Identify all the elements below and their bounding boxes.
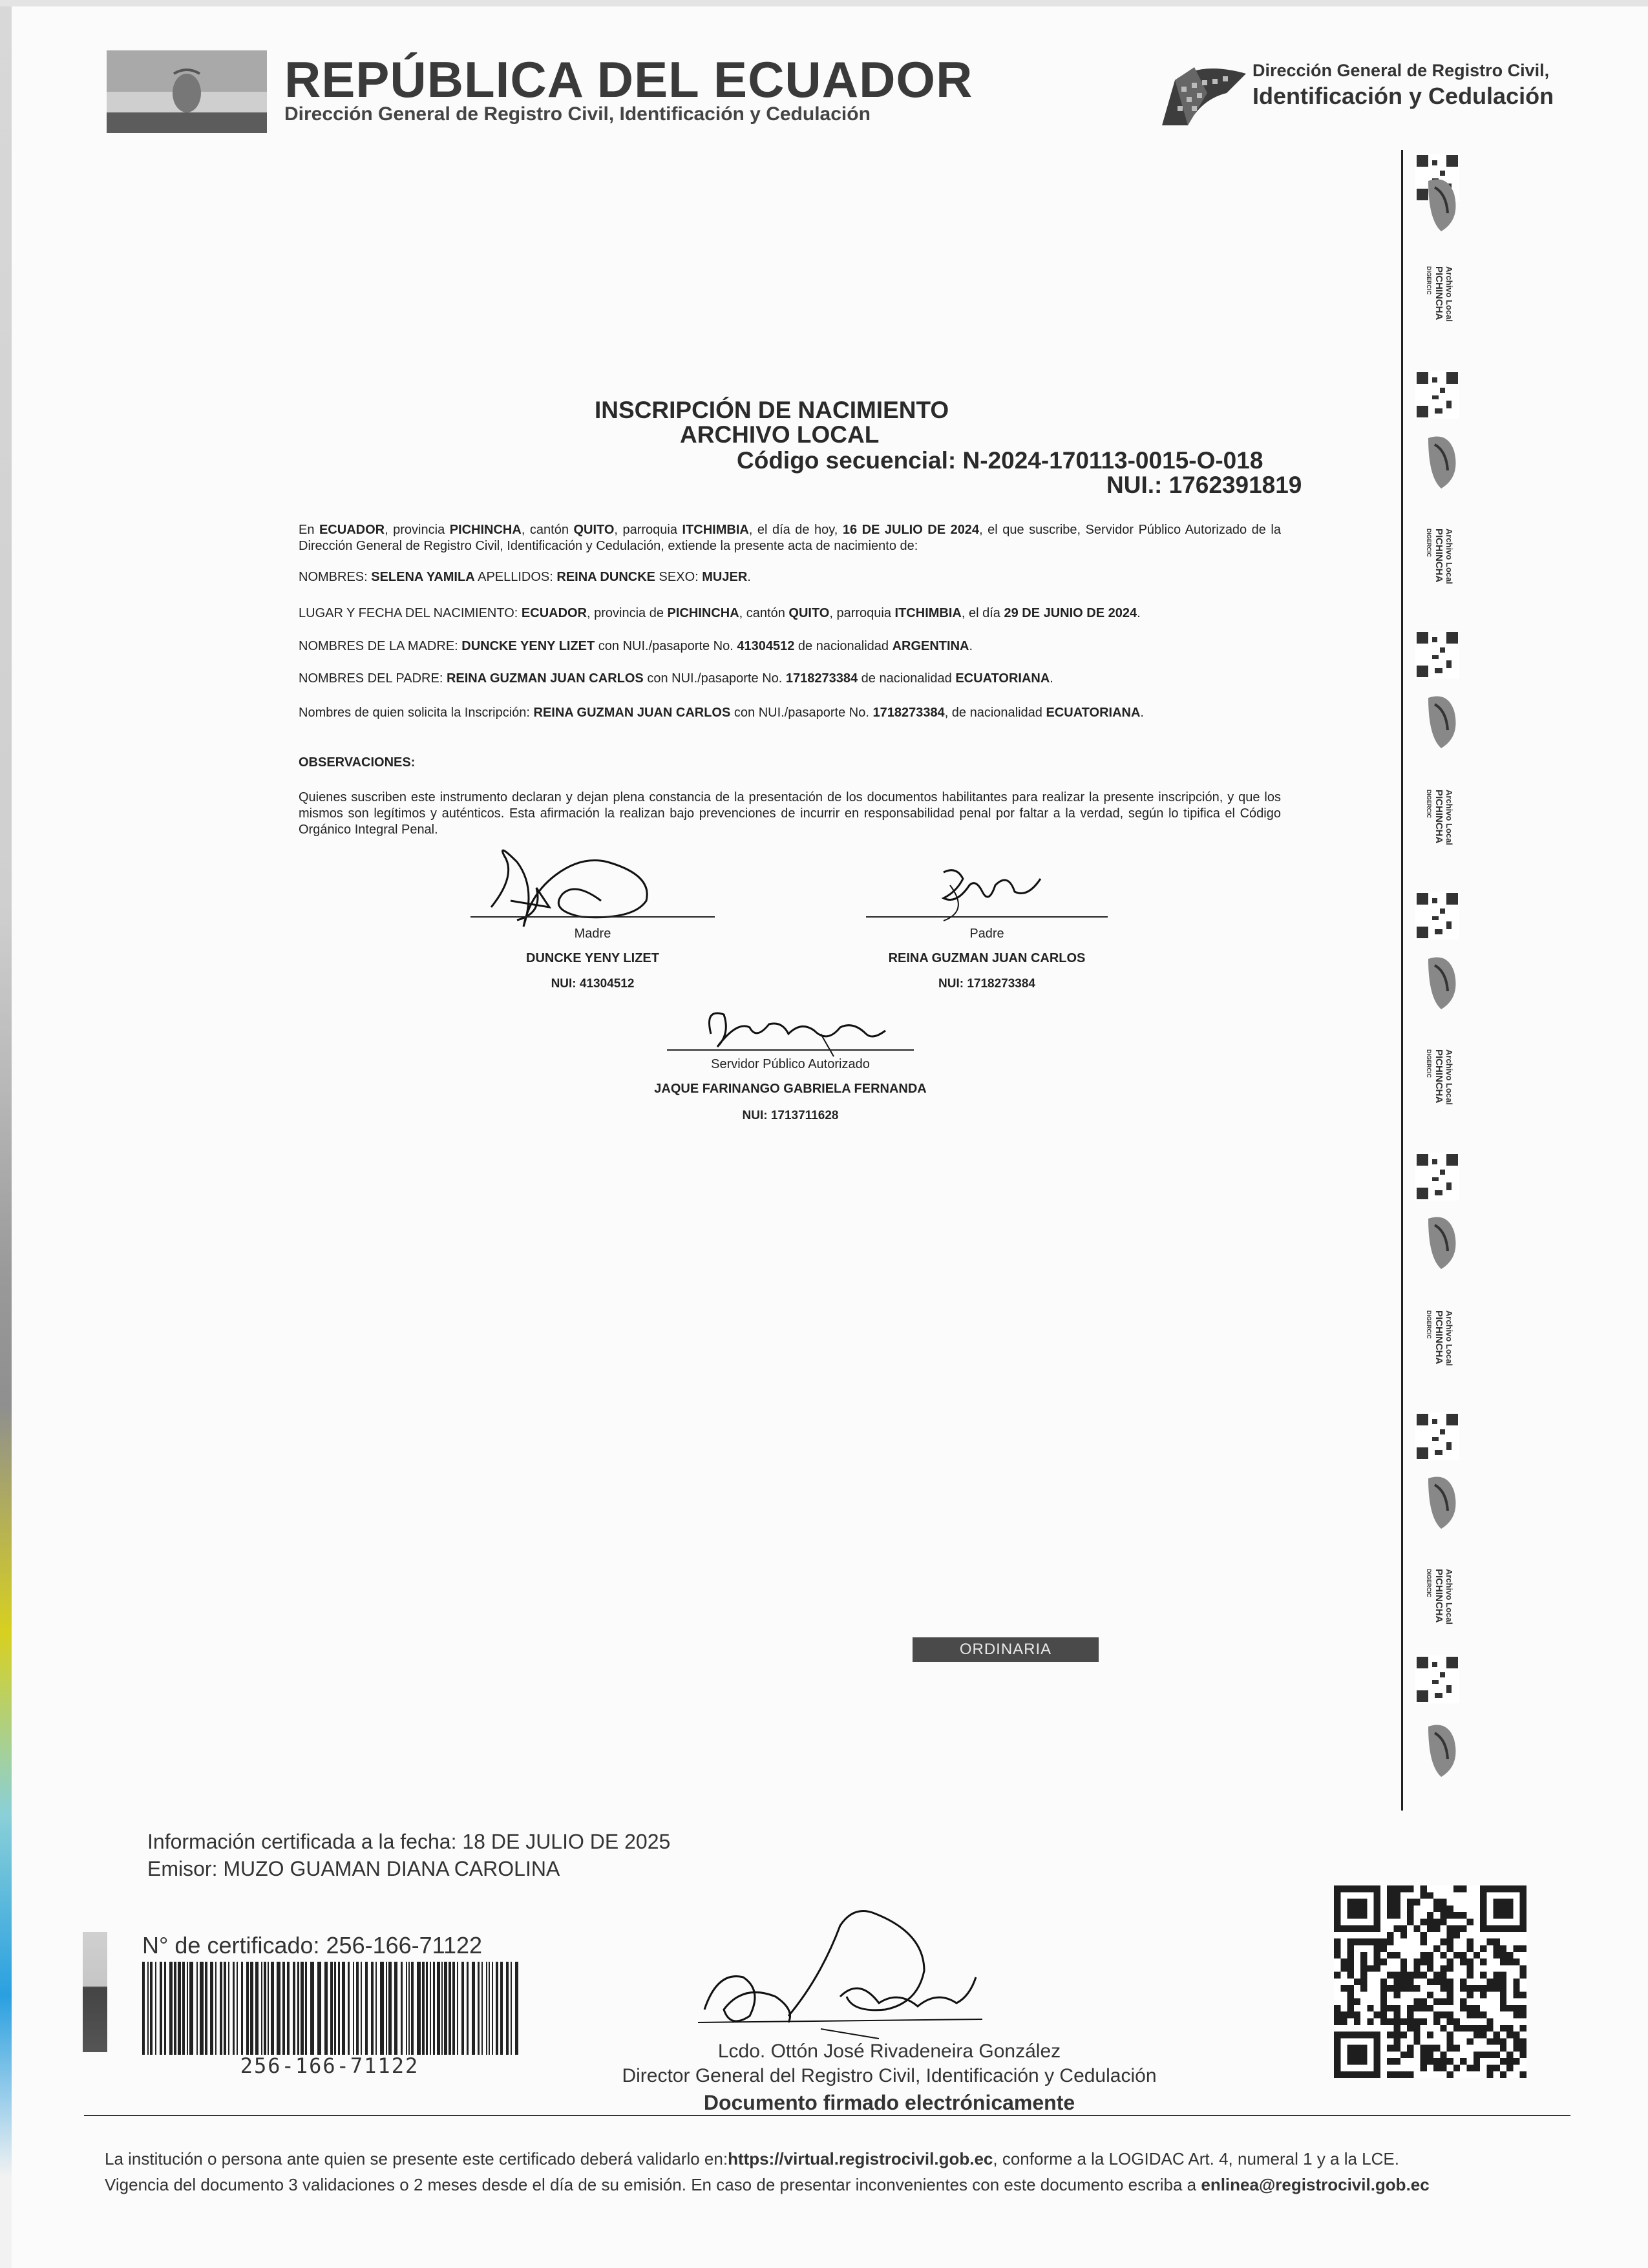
- header-title: REPÚBLICA DEL ECUADOR: [284, 51, 973, 108]
- scan-top-edge: [0, 0, 1648, 6]
- strip-seal-icon: [1422, 1212, 1461, 1272]
- nui-code: NUI.: 1762391819: [1106, 472, 1302, 498]
- certification-date: Información certificada a la fecha: 18 DE JULIO DE 2025: [147, 1830, 671, 1853]
- validation-notice: La institución o persona ante quien se presente este certificado deberá validarlo en:https://virtual.registrocivil.gob.ec, conforme a la LOGIDAC Art. 4, numeral 1 y a la LCE.: [105, 2149, 1399, 2168]
- gray-swatch: [83, 1932, 107, 2052]
- certificate-number-value: 256-166-71122: [326, 1932, 483, 1958]
- validity-notice: Vigencia del documento 3 validaciones o 2 meses desde el día de su emisión. En caso de presentar inconvenientes con este documento escriba a enlinea@registrocivil.gob.ec: [105, 2175, 1430, 2194]
- issuer: Emisor: MUZO GUAMAN DIANA CAROLINA: [147, 1857, 560, 1880]
- header-right-line-1: Dirección General de Registro Civil,: [1252, 61, 1550, 80]
- strip-seal-icon: [1422, 432, 1461, 491]
- validation-url[interactable]: https://virtual.registrocivil.gob.ec: [728, 2149, 993, 2168]
- observations-label: OBSERVACIONES:: [299, 755, 416, 770]
- document-subtitle: ARCHIVO LOCAL: [680, 421, 880, 448]
- header-subtitle: Dirección General de Registro Civil, Identificación y Cedulación: [284, 103, 871, 125]
- officer-signature-line: [667, 1049, 914, 1051]
- scan-edge-artifact: [0, 0, 12, 2268]
- header-right-line-2: Identificación y Cedulación: [1252, 83, 1554, 109]
- strip-qr-icon: [1415, 371, 1459, 419]
- mother-role: Madre: [574, 927, 611, 941]
- father-signature-line: [866, 916, 1108, 918]
- qr-code-icon: [1334, 1885, 1527, 2078]
- mother-nui: NUI: 41304512: [551, 977, 635, 991]
- father-role: Padre: [969, 927, 1004, 941]
- mother-signature-drawing: [478, 836, 711, 933]
- archive-strip: [1396, 150, 1474, 1811]
- barcode-number: 256-166-71122: [240, 2053, 419, 2078]
- director-signature-drawing: [692, 1900, 995, 2048]
- barcode-icon: [141, 1962, 518, 2055]
- director-name: Lcdo. Ottón José Rivadeneira González: [717, 2041, 1061, 2062]
- strip-qr-icon: [1415, 631, 1459, 678]
- mother-line: NOMBRES DE LA MADRE: DUNCKE YENY LIZET con NUI./pasaporte No. 41304512 de nacionalidad ARGENTINA.: [299, 639, 973, 653]
- solicitant-line: Nombres de quien solicita la Inscripción: REINA GUZMAN JUAN CARLOS con NUI./pasaporte No. 1718273384, de nacionalidad ECUATORIANA.: [299, 706, 1144, 720]
- birth-place-line: LUGAR Y FECHA DEL NACIMIENTO: ECUADOR, provincia de PICHINCHA, cantón QUITO, parroquia ITCHIMBIA, el día 29 DE JUNIO DE 2024.: [299, 606, 1141, 620]
- father-signature-drawing: [931, 859, 1073, 924]
- mother-signature-line: [470, 916, 715, 918]
- document-title: INSCRIPCIÓN DE NACIMIENTO: [595, 397, 949, 423]
- officer-name: JAQUE FARINANGO GABRIELA FERNANDA: [654, 1082, 927, 1096]
- strip-qr-icon: [1415, 1153, 1459, 1201]
- intro-paragraph: En ECUADOR, provincia PICHINCHA, cantón QUITO, parroquia ITCHIMBIA, el día de hoy, 16 DE JULIO DE 2024, el que suscribe, Servidor Público Autorizado de la Dirección General de Registro Civil, Identificación y Cedulación, extiende la presente acta de nacimiento de:: [299, 523, 1282, 553]
- father-name: REINA GUZMAN JUAN CARLOS: [888, 951, 1086, 965]
- strip-qr-icon: [1415, 1655, 1459, 1703]
- footer-divider: [84, 2115, 1570, 2116]
- strip-label: Archivo Local PICHINCHA DIGERCIC: [1426, 1569, 1454, 1624]
- strip-qr-icon: [1415, 892, 1459, 940]
- electronic-signature-note: Documento firmado electrónicamente: [703, 2091, 1075, 2114]
- officer-nui: NUI: 1713711628: [742, 1109, 839, 1122]
- strip-seal-icon: [1422, 1472, 1461, 1531]
- strip-seal-icon: [1422, 691, 1461, 751]
- certificate-number: N° de certificado: 256-166-71122: [142, 1932, 483, 1958]
- strip-seal-icon: [1422, 1720, 1461, 1780]
- strip-label: Archivo Local PICHINCHA DIGERCIC: [1426, 266, 1454, 322]
- strip-label: Archivo Local PICHINCHA DIGERCIC: [1426, 1310, 1454, 1366]
- officer-role: Servidor Público Autorizado: [711, 1057, 870, 1071]
- strip-label: Archivo Local PICHINCHA DIGERCIC: [1426, 790, 1454, 845]
- names-line: NOMBRES: SELENA YAMILA APELLIDOS: REINA DUNCKE SEXO: MUJER.: [299, 570, 751, 584]
- declaration-paragraph: Quienes suscriben este instrumento declaran y dejan plena constancia de la presentación de los documentos habilitantes para realizar la presente inscripción, y que los mismos son legítimos y auténticos. Esta afirmación la realizan bajo prevenciones de incurrir en responsabilidad penal por faltar a la verdad, según lo tipifica el Código Orgánico Integral Penal.: [299, 790, 1281, 837]
- ordinaria-stamp: ORDINARIA: [913, 1637, 1099, 1662]
- support-email[interactable]: enlinea@registrocivil.gob.ec: [1201, 2175, 1430, 2194]
- sequential-code: Código secuencial: N-2024-170113-0015-O-018: [737, 447, 1263, 474]
- director-title: Director General del Registro Civil, Identificación y Cedulación: [622, 2065, 1157, 2086]
- strip-qr-icon: [1415, 1412, 1459, 1460]
- strip-seal-icon: [1422, 952, 1461, 1012]
- sequential-code-value: N-2024-170113-0015-O-018: [962, 447, 1263, 474]
- ecuador-flag-icon: [107, 50, 267, 133]
- strip-seal-icon: [1422, 174, 1461, 234]
- registro-civil-logo-icon: [1149, 54, 1251, 138]
- strip-label: Archivo Local PICHINCHA DIGERCIC: [1426, 529, 1454, 584]
- mother-name: DUNCKE YENY LIZET: [526, 951, 659, 965]
- nui-code-value: 1762391819: [1168, 472, 1302, 498]
- father-nui: NUI: 1718273384: [938, 977, 1035, 991]
- father-line: NOMBRES DEL PADRE: REINA GUZMAN JUAN CARLOS con NUI./pasaporte No. 1718273384 de nacionalidad ECUATORIANA.: [299, 671, 1053, 686]
- strip-label: Archivo Local PICHINCHA DIGERCIC: [1426, 1049, 1454, 1105]
